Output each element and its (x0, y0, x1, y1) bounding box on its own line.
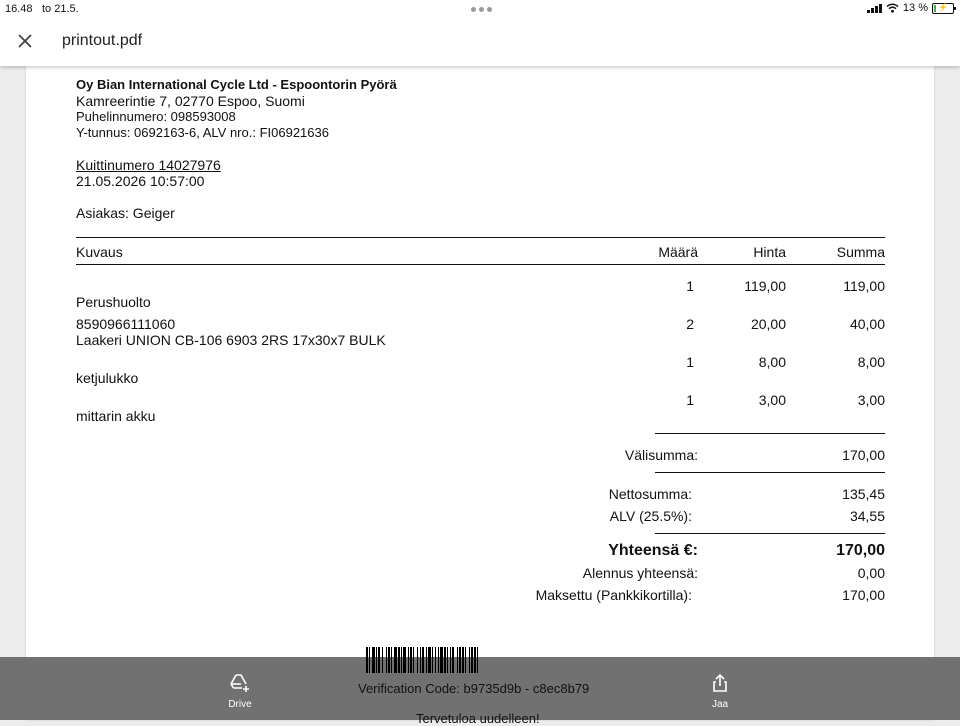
status-time: 16.48 (5, 3, 33, 15)
wifi-icon (886, 3, 899, 13)
company-ytunnus: Y-tunnus: 0692163-6, ALV nro.: FI06921636 (76, 125, 329, 140)
column-header-sum: Summa (836, 244, 885, 260)
drive-label: Drive (228, 699, 252, 710)
paid-label: Maksettu (Pankkikortilla): (535, 587, 692, 603)
document-title: printout.pdf (62, 32, 143, 49)
receipt-number: Kuittinumero 14027976 (76, 157, 221, 173)
net-rule (655, 472, 885, 473)
item-price: 20,00 (750, 316, 786, 332)
status-date: to 21.5. (42, 3, 79, 15)
barcode (366, 647, 594, 673)
item-description: ketjulukko (76, 370, 139, 386)
pdf-page (26, 66, 934, 720)
table-top-rule (76, 237, 885, 238)
battery-text: 13 % (902, 2, 928, 14)
item-quantity: 1 (686, 278, 694, 294)
receipt-datetime: 21.05.2026 10:57:00 (76, 173, 205, 189)
item-sum: 40,00 (849, 316, 885, 332)
status-bar (0, 0, 960, 18)
welcome-text: Tervetuloa uudelleen! (416, 711, 540, 726)
item-description: mittarin akku (76, 408, 156, 424)
discount-label: Alennus yhteensä: (582, 565, 698, 581)
subtotal-label: Välisumma: (624, 447, 698, 463)
item-description: Perushuolto (76, 294, 151, 310)
item-quantity: 2 (686, 316, 694, 332)
column-header-quantity: Määrä (658, 244, 698, 260)
close-icon[interactable] (14, 30, 36, 52)
total-rule (655, 533, 885, 534)
multitasking-dots-icon[interactable] (471, 7, 492, 12)
drive-add-icon (229, 673, 251, 693)
item-description: Laakeri UNION CB-106 6903 2RS 17x30x7 BULK (76, 332, 386, 348)
table-header-rule (76, 264, 885, 265)
item-code: 8590966111060 (76, 316, 176, 332)
customer-name: Asiakas: Geiger (76, 205, 175, 221)
company-phone: Puhelinnumero: 098593008 (76, 109, 236, 124)
signal-icon (867, 3, 882, 13)
vat-label: ALV (25.5%): (609, 508, 692, 524)
discount-value: 0,00 (857, 565, 885, 581)
share-button[interactable] (690, 673, 750, 710)
status-indicators (867, 2, 954, 14)
vat-value: 34,55 (849, 508, 885, 524)
item-price: 119,00 (744, 278, 786, 294)
net-label: Nettosumma: (608, 486, 692, 502)
share-label: Jaa (711, 699, 729, 710)
total-label: Yhteensä €: (608, 542, 698, 559)
subtotal-value: 170,00 (842, 447, 885, 463)
column-header-description: Kuvaus (76, 244, 123, 260)
item-sum: 8,00 (857, 354, 885, 370)
item-quantity: 1 (686, 392, 694, 408)
app-header (0, 18, 960, 66)
net-value: 135,45 (842, 486, 885, 502)
item-quantity: 1 (686, 354, 694, 370)
item-price: 3,00 (758, 392, 786, 408)
paid-value: 170,00 (842, 587, 885, 603)
share-icon (710, 673, 730, 693)
drive-button[interactable] (210, 673, 270, 710)
total-value: 170,00 (836, 542, 885, 559)
subtotal-rule (655, 433, 885, 434)
verification-code: Verification Code: b9735d9b - c8ec8b79 (358, 681, 590, 696)
column-header-price: Hinta (753, 244, 786, 260)
item-sum: 3,00 (857, 392, 885, 408)
item-price: 8,00 (758, 354, 786, 370)
battery-icon: ⚡ (932, 3, 954, 14)
company-address: Kamreerintie 7, 02770 Espoo, Suomi (76, 93, 305, 109)
item-sum: 119,00 (843, 278, 885, 294)
company-name: Oy Bian International Cycle Ltd - Espoontorin Pyörä (76, 77, 397, 92)
